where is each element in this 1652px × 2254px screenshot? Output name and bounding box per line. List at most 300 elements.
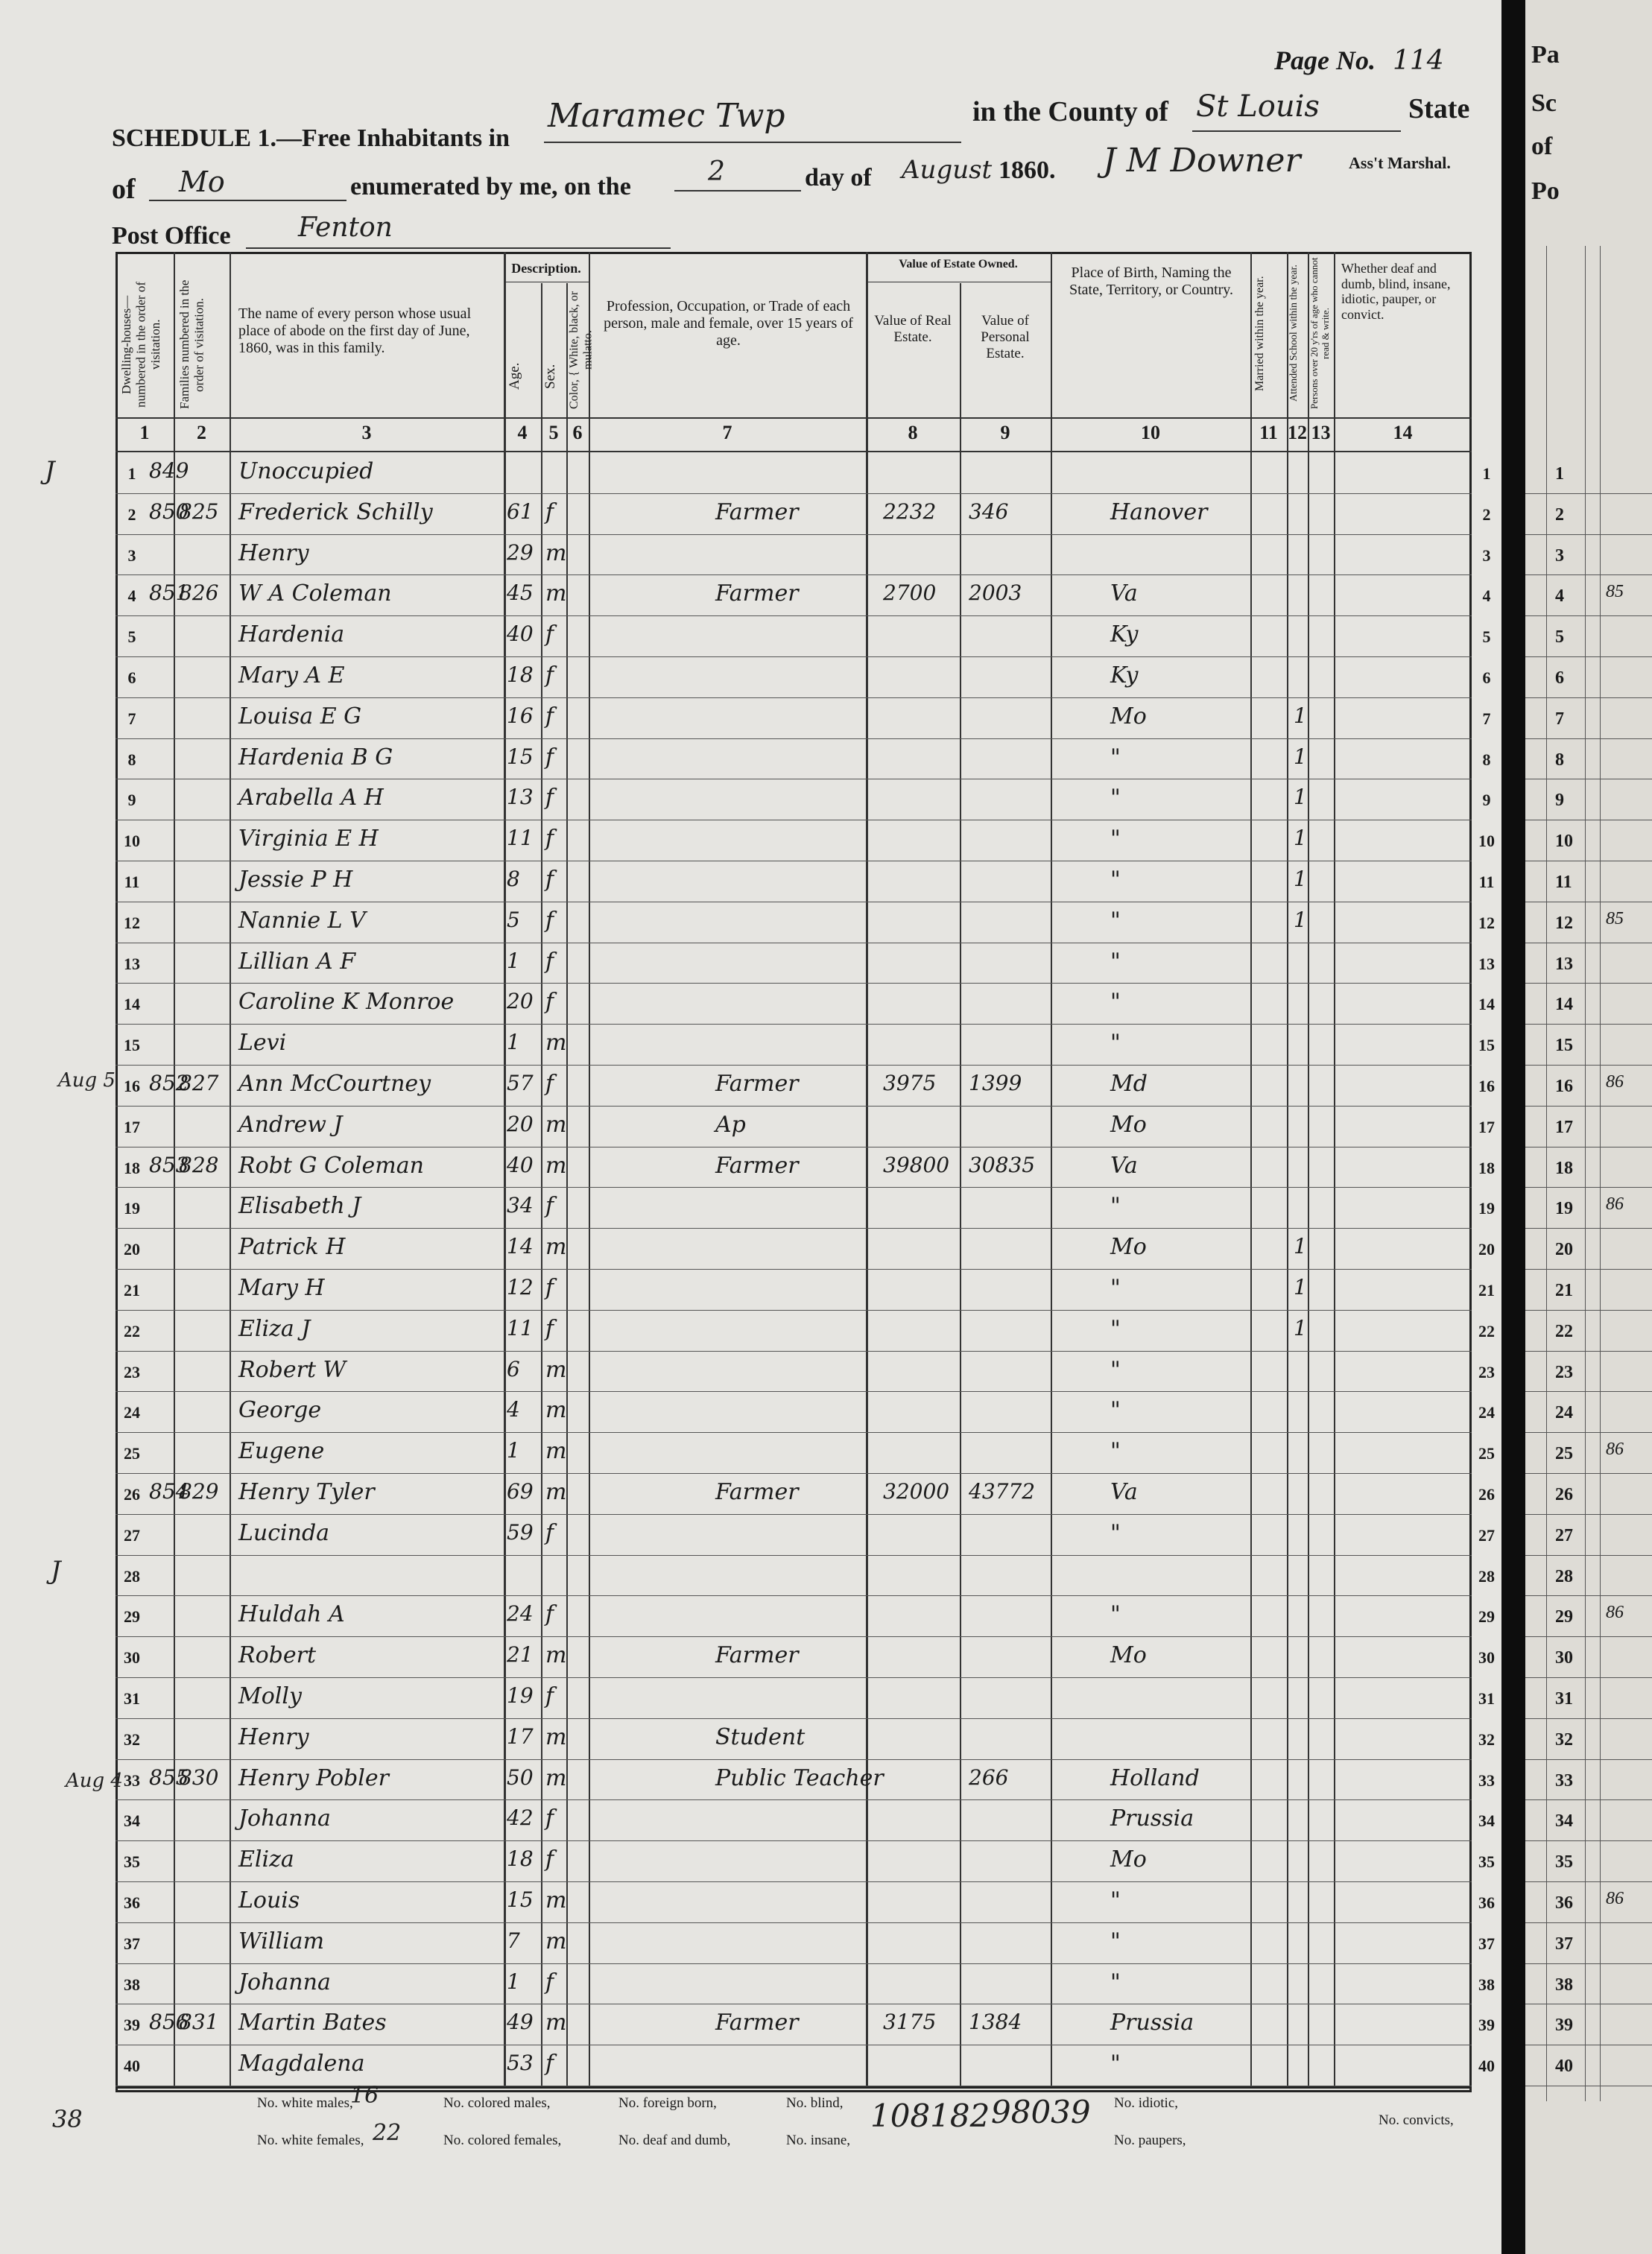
row-24-n: 24 <box>124 1403 140 1422</box>
col-married-header: Married within the year. <box>1253 276 1266 391</box>
row-39-dw: 856 <box>149 2010 189 2035</box>
row-25-age: 1 <box>507 1438 520 1463</box>
row-31-sex: f <box>545 1683 554 1709</box>
row-35-age: 18 <box>507 1846 534 1872</box>
row-4-age: 45 <box>507 580 534 606</box>
right-row-number: 21 <box>1478 1281 1495 1299</box>
row-35-n: 35 <box>124 1852 140 1872</box>
col-age-header: Age. <box>507 362 522 390</box>
row-3-name: Henry <box>238 539 309 566</box>
row-15-n: 15 <box>124 1036 140 1055</box>
row-divider <box>115 697 1472 698</box>
row-26-pers: 43772 <box>969 1479 1036 1504</box>
adjacent-row-number: 20 <box>1555 1240 1573 1260</box>
enumerated-label: enumerated by me, on the <box>350 173 631 200</box>
row-13-n: 13 <box>124 954 140 973</box>
row-39-birth: Prussia <box>1110 2010 1194 2036</box>
row-10-school: 1 <box>1294 826 1307 851</box>
row-2-real: 2232 <box>883 498 937 524</box>
row-34-sex: f <box>545 1805 554 1832</box>
row-16-age: 57 <box>507 1071 534 1095</box>
row-divider <box>115 1514 1472 1515</box>
row-25-name: Eugene <box>238 1438 325 1465</box>
row-9-school: 1 <box>1294 785 1307 810</box>
row-30-birth: Mo <box>1110 1642 1147 1669</box>
of-label: of <box>112 174 136 205</box>
row-39-occ: Farmer <box>715 2010 799 2036</box>
row-39-name: Martin Bates <box>238 2010 387 2036</box>
row-23-age: 6 <box>507 1356 520 1381</box>
page-number-value: 114 <box>1392 45 1444 76</box>
adjacent-row-number: 38 <box>1555 1975 1573 1995</box>
row-27-name: Lucinda <box>238 1519 330 1546</box>
row-16-fam: 827 <box>179 1071 219 1095</box>
row-33-pers: 266 <box>969 1764 1009 1790</box>
row-26-occ: Farmer <box>715 1479 799 1505</box>
right-row-number: 40 <box>1478 2057 1495 2076</box>
col-personal-estate-header: Value of Personal Estate. <box>981 313 1030 361</box>
row-17-name: Andrew J <box>238 1111 343 1138</box>
col-number-8: 8 <box>908 422 918 443</box>
row-1-dw: 849 <box>149 458 189 483</box>
right-row-number: 5 <box>1482 627 1491 647</box>
row-11-n: 11 <box>124 873 140 891</box>
row-22-name: Eliza J <box>238 1315 311 1342</box>
row-1-name: Unoccupied <box>238 458 374 484</box>
row-36-birth: " <box>1110 1887 1121 1913</box>
row-29-age: 24 <box>507 1601 534 1627</box>
row-4-pers: 2003 <box>969 580 1022 606</box>
row-divider <box>115 1228 1472 1229</box>
row-16-n: 16 <box>124 1077 140 1095</box>
row-25-birth: " <box>1110 1438 1121 1465</box>
row-26-dw: 854 <box>149 1479 189 1504</box>
row-20-age: 14 <box>507 1234 534 1259</box>
row-39-sex: m <box>545 2010 567 2036</box>
row-14-birth: " <box>1110 989 1121 1016</box>
row-30-sex: m <box>545 1642 567 1669</box>
row-21-n: 21 <box>124 1281 140 1299</box>
footer-white-females-label: No. white females, <box>257 2133 364 2148</box>
month-value: August <box>902 155 993 185</box>
right-row-number: 25 <box>1478 1444 1495 1463</box>
row-37-birth: " <box>1110 1928 1121 1954</box>
right-row-number: 38 <box>1478 1975 1495 1994</box>
row-15-age: 1 <box>507 1030 520 1055</box>
row-30-n: 30 <box>124 1648 140 1668</box>
row-38-n: 38 <box>124 1975 140 1994</box>
schedule-title <box>112 121 510 153</box>
row-4-fam: 826 <box>179 580 219 606</box>
right-row-number: 15 <box>1478 1036 1495 1055</box>
row-24-age: 4 <box>507 1397 520 1422</box>
row-2-occ: Farmer <box>715 498 799 525</box>
row-14-n: 14 <box>124 995 140 1014</box>
row-24-name: George <box>238 1397 322 1424</box>
adjacent-row-number: 8 <box>1555 750 1564 770</box>
row-29-birth: " <box>1110 1601 1121 1628</box>
footer-insane: No. insane, <box>786 2133 851 2148</box>
right-row-number: 14 <box>1478 995 1495 1014</box>
col-estate-header: Value of Estate Owned. <box>899 258 1018 270</box>
right-row-number: 18 <box>1478 1158 1495 1177</box>
adjacent-dwelling-fragment: 86 <box>1606 1889 1624 1908</box>
marshal-value: J M Downer <box>1103 142 1301 180</box>
row-33-name: Henry Pobler <box>238 1764 389 1791</box>
right-row-number: 32 <box>1478 1729 1495 1749</box>
footer-blind: No. blind, <box>786 2095 844 2111</box>
row-divider <box>115 1106 1472 1107</box>
row-38-birth: " <box>1110 1969 1121 1995</box>
row-38-name: Johanna <box>238 1969 331 1995</box>
row-divider <box>115 1391 1472 1392</box>
row-4-n: 4 <box>127 586 136 606</box>
row-30-name: Robert <box>238 1642 317 1669</box>
footer-white-males-value: 16 <box>350 2083 379 2109</box>
col-number-13: 13 <box>1311 422 1331 443</box>
row-16-real: 3975 <box>883 1071 937 1095</box>
row-7-n: 7 <box>127 709 136 728</box>
row-divider <box>115 574 1472 575</box>
adjacent-row-number: 21 <box>1555 1281 1573 1300</box>
row-2-name: Frederick Schilly <box>238 498 433 525</box>
right-row-number: 4 <box>1482 586 1491 606</box>
row-36-name: Louis <box>238 1887 300 1913</box>
row-37-age: 7 <box>507 1928 520 1953</box>
row-7-birth: Mo <box>1110 703 1147 729</box>
row-10-birth: " <box>1110 826 1121 852</box>
adjacent-dwelling-fragment: 86 <box>1606 1603 1624 1623</box>
margin-tick-28: J <box>51 1556 61 1586</box>
col-number-5: 5 <box>548 422 559 443</box>
col-number-10: 10 <box>1141 422 1160 443</box>
col-number-4: 4 <box>517 422 528 443</box>
row-divider <box>115 1718 1472 1719</box>
row-12-birth: " <box>1110 907 1121 934</box>
row-6-birth: Ky <box>1110 662 1139 688</box>
adjacent-row-number: 22 <box>1555 1321 1573 1341</box>
row-13-sex: f <box>545 948 554 975</box>
row-19-n: 19 <box>124 1199 140 1218</box>
row-26-real: 32000 <box>883 1479 950 1504</box>
row-22-age: 11 <box>507 1315 534 1340</box>
row-16-sex: f <box>545 1071 554 1097</box>
col-birthplace-header: Place of Birth, Naming the State, Territory, or Country. <box>1069 265 1234 298</box>
adjacent-row-number: 34 <box>1555 1811 1573 1832</box>
row-divider <box>115 493 1472 494</box>
row-5-sex: f <box>545 621 554 648</box>
adjacent-dwelling-fragment: 86 <box>1606 1072 1624 1092</box>
row-3-age: 29 <box>507 539 534 565</box>
row-27-age: 59 <box>507 1519 534 1545</box>
row-13-birth: " <box>1110 948 1121 975</box>
row-4-birth: Va <box>1110 580 1138 607</box>
row-27-n: 27 <box>124 1525 140 1545</box>
row-17-age: 20 <box>507 1111 534 1136</box>
row-22-sex: f <box>545 1315 554 1342</box>
right-row-number: 6 <box>1482 668 1491 687</box>
row-8-birth: " <box>1110 744 1121 770</box>
row-divider <box>115 1922 1472 1923</box>
row-27-birth: " <box>1110 1519 1121 1546</box>
row-18-birth: Va <box>1110 1152 1138 1179</box>
row-12-n: 12 <box>124 913 140 932</box>
footer-idiotic: No. idiotic, <box>1114 2095 1179 2111</box>
row-divider <box>115 1963 1472 1964</box>
right-row-number: 16 <box>1478 1077 1495 1095</box>
adjacent-row-number: 36 <box>1555 1893 1573 1913</box>
row-4-dw: 851 <box>149 580 189 606</box>
adjacent-row-number: 3 <box>1555 545 1564 566</box>
row-20-birth: Mo <box>1110 1234 1147 1261</box>
row-14-age: 20 <box>507 989 534 1014</box>
row-divider <box>115 1065 1472 1066</box>
row-21-birth: " <box>1110 1275 1121 1301</box>
footer-personal-estate-total: 98039 <box>991 2094 1091 2130</box>
row-8-sex: f <box>545 744 554 770</box>
row-36-n: 36 <box>124 1893 140 1912</box>
row-38-sex: f <box>545 1969 554 1995</box>
adjacent-row-number: 1 <box>1555 464 1564 484</box>
right-row-number: 34 <box>1478 1811 1495 1831</box>
adjacent-row-number: 31 <box>1555 1689 1573 1709</box>
page-binding <box>1501 0 1525 2254</box>
row-19-birth: " <box>1110 1193 1121 1220</box>
row-divider <box>115 1595 1472 1596</box>
row-12-name: Nannie L V <box>238 907 366 934</box>
adjacent-page-fragment-3: of <box>1531 133 1553 160</box>
row-5-age: 40 <box>507 621 534 647</box>
col-name-header: The name of every person whose usual place of abode on the first day of June, 1860, was in this family. <box>238 306 472 356</box>
marshal-label: Ass't Marshal. <box>1349 153 1451 172</box>
right-row-number: 23 <box>1478 1362 1495 1381</box>
adjacent-row-number: 5 <box>1555 627 1564 648</box>
adjacent-row-number: 4 <box>1555 586 1564 607</box>
row-17-occ: Ap <box>715 1111 746 1138</box>
row-37-n: 37 <box>124 1934 140 1953</box>
row-9-birth: " <box>1110 785 1121 811</box>
county-label: in the County of <box>972 96 1168 127</box>
row-22-birth: " <box>1110 1315 1121 1342</box>
col-sex-header: Sex. <box>542 364 558 389</box>
row-divider <box>115 738 1472 739</box>
row-7-sex: f <box>545 703 554 729</box>
row-18-dw: 853 <box>149 1152 189 1177</box>
row-32-age: 17 <box>507 1723 534 1749</box>
row-28-n: 28 <box>124 1566 140 1586</box>
row-6-name: Mary A E <box>238 662 345 688</box>
row-16-pers: 1399 <box>969 1071 1022 1095</box>
row-35-birth: Mo <box>1110 1846 1147 1873</box>
row-2-dw: 850 <box>149 498 189 524</box>
row-18-occ: Farmer <box>715 1152 799 1179</box>
row-divider <box>115 1432 1472 1433</box>
col-number-14: 14 <box>1393 422 1413 443</box>
col-occupation-header: Profession, Occupation, or Trade of each person, male and female, over 15 years of age. <box>604 298 853 349</box>
col-number-12: 12 <box>1288 422 1307 443</box>
adjacent-row-number: 17 <box>1555 1117 1573 1137</box>
row-13-age: 1 <box>507 948 520 973</box>
adjacent-row-number: 37 <box>1555 1934 1573 1954</box>
row-16-occ: Farmer <box>715 1071 799 1097</box>
row-33-dw: 855 <box>149 1764 189 1790</box>
row-35-sex: f <box>545 1846 554 1873</box>
adjacent-row-number: 35 <box>1555 1852 1573 1872</box>
row-1-n: 1 <box>127 464 136 483</box>
row-32-occ: Student <box>715 1723 806 1750</box>
row-40-sex: f <box>545 2051 554 2077</box>
right-row-number: 31 <box>1478 1689 1495 1708</box>
row-26-age: 69 <box>507 1479 534 1504</box>
right-row-number: 13 <box>1478 954 1495 973</box>
adjacent-row-number: 13 <box>1555 954 1573 974</box>
row-14-sex: f <box>545 989 554 1016</box>
row-9-name: Arabella A H <box>238 785 384 811</box>
row-19-age: 34 <box>507 1193 534 1218</box>
right-row-number: 3 <box>1482 545 1491 565</box>
margin-note-bottom: 38 <box>52 2105 83 2133</box>
col-color-header: Color, { White, black, or mulatto. <box>568 291 595 410</box>
row-3-sex: m <box>545 539 567 566</box>
row-25-sex: m <box>545 1438 567 1465</box>
adjacent-row-number: 14 <box>1555 995 1573 1015</box>
col-condition-header: Whether deaf and dumb, blind, insane, idiotic, pauper, or convict. <box>1341 261 1451 323</box>
row-2-sex: f <box>545 498 554 525</box>
row-34-age: 42 <box>507 1805 534 1831</box>
footer-colored-males: No. colored males, <box>443 2095 551 2111</box>
adjacent-row-number: 28 <box>1555 1566 1573 1586</box>
row-2-n: 2 <box>127 504 136 524</box>
row-22-school: 1 <box>1294 1315 1307 1340</box>
col-number-6: 6 <box>572 422 583 443</box>
row-33-fam: 830 <box>179 1764 219 1790</box>
row-18-fam: 828 <box>179 1152 219 1177</box>
row-divider <box>115 656 1472 657</box>
right-row-number: 28 <box>1478 1566 1495 1586</box>
row-30-age: 21 <box>507 1642 534 1668</box>
col-dwelling-header: Dwelling-houses—numbered in the order of visitation. <box>119 282 163 408</box>
adjacent-page-fragment-4: Po <box>1531 177 1560 205</box>
footer-real-estate-total: 108182 <box>870 2098 990 2134</box>
row-2-age: 61 <box>507 498 534 524</box>
right-row-number: 17 <box>1478 1117 1495 1136</box>
right-row-number: 36 <box>1478 1893 1495 1912</box>
right-row-number: 29 <box>1478 1607 1495 1627</box>
footer-colored-females: No. colored females, <box>443 2133 562 2148</box>
row-11-sex: f <box>545 867 554 893</box>
row-7-age: 16 <box>507 703 534 728</box>
footer-convicts: No. convicts, <box>1379 2112 1454 2128</box>
adjacent-row-number: 26 <box>1555 1485 1573 1504</box>
row-14-name: Caroline K Monroe <box>238 989 455 1016</box>
right-row-number: 7 <box>1482 709 1491 728</box>
row-5-birth: Ky <box>1110 621 1139 648</box>
county-value: St Louis <box>1196 89 1320 124</box>
row-29-name: Huldah A <box>238 1601 345 1628</box>
row-2-pers: 346 <box>969 498 1009 524</box>
row-35-name: Eliza <box>238 1846 294 1873</box>
row-26-sex: m <box>545 1479 567 1505</box>
right-row-number: 20 <box>1478 1240 1495 1259</box>
row-19-sex: f <box>545 1193 554 1220</box>
township-value: Maramec Twp <box>548 97 785 135</box>
year-label: 1860. <box>999 156 1056 184</box>
row-15-birth: " <box>1110 1030 1121 1057</box>
margin-note-row33: Aug 4 <box>66 1770 123 1792</box>
row-17-birth: Mo <box>1110 1111 1147 1138</box>
row-4-occ: Farmer <box>715 580 799 607</box>
row-22-n: 22 <box>124 1321 140 1340</box>
row-10-n: 10 <box>124 832 140 851</box>
row-39-fam: 831 <box>179 2010 219 2035</box>
right-row-number: 2 <box>1482 504 1491 524</box>
adjacent-page-fragment-1: Pa <box>1531 41 1560 69</box>
row-21-school: 1 <box>1294 1275 1307 1299</box>
row-29-sex: f <box>545 1601 554 1628</box>
row-divider <box>115 1555 1472 1556</box>
footer-deaf-dumb: No. deaf and dumb, <box>618 2133 731 2148</box>
right-row-number: 27 <box>1478 1525 1495 1545</box>
row-18-age: 40 <box>507 1152 534 1177</box>
right-row-number: 1 <box>1482 464 1491 483</box>
row-2-fam: 825 <box>179 498 219 524</box>
row-26-n: 26 <box>124 1485 140 1504</box>
row-33-birth: Holland <box>1110 1764 1200 1791</box>
row-divider <box>115 1799 1472 1800</box>
row-20-n: 20 <box>124 1240 140 1259</box>
right-row-number: 9 <box>1482 791 1491 810</box>
row-divider <box>115 1840 1472 1841</box>
row-36-sex: m <box>545 1887 567 1913</box>
right-row-number: 37 <box>1478 1934 1495 1953</box>
row-23-sex: m <box>545 1356 567 1383</box>
row-16-dw: 852 <box>149 1071 189 1095</box>
row-4-name: W A Coleman <box>238 580 392 607</box>
row-divider <box>115 1269 1472 1270</box>
row-divider <box>115 1636 1472 1637</box>
row-37-name: William <box>238 1928 325 1954</box>
right-row-number: 22 <box>1478 1321 1495 1340</box>
footer-white-males-label: No. white males, <box>257 2095 353 2111</box>
row-31-age: 19 <box>507 1683 534 1708</box>
adjacent-page-edge <box>1525 0 1652 2254</box>
row-23-name: Robert W <box>238 1356 346 1383</box>
row-12-school: 1 <box>1294 907 1307 932</box>
adjacent-row-number: 29 <box>1555 1607 1573 1627</box>
row-12-age: 5 <box>507 907 520 932</box>
adjacent-row-number: 23 <box>1555 1362 1573 1382</box>
row-31-name: Molly <box>238 1683 302 1709</box>
right-row-number: 19 <box>1478 1199 1495 1218</box>
row-21-sex: f <box>545 1275 554 1301</box>
row-divider <box>115 1310 1472 1311</box>
adjacent-dwelling-fragment: 85 <box>1606 582 1624 602</box>
row-18-real: 39800 <box>883 1152 950 1177</box>
day-label: day of <box>805 164 872 191</box>
row-38-age: 1 <box>507 1969 520 1994</box>
row-divider <box>115 1677 1472 1678</box>
row-33-n: 33 <box>124 1770 140 1790</box>
row-23-birth: " <box>1110 1356 1121 1383</box>
row-12-sex: f <box>545 907 554 934</box>
col-number-7: 7 <box>722 422 732 443</box>
col-number-2: 2 <box>197 422 206 443</box>
row-17-sex: m <box>545 1111 567 1138</box>
adjacent-row-number: 7 <box>1555 709 1564 729</box>
row-divider <box>115 1759 1472 1760</box>
row-34-birth: Prussia <box>1110 1805 1194 1832</box>
col-number-11: 11 <box>1259 422 1278 443</box>
